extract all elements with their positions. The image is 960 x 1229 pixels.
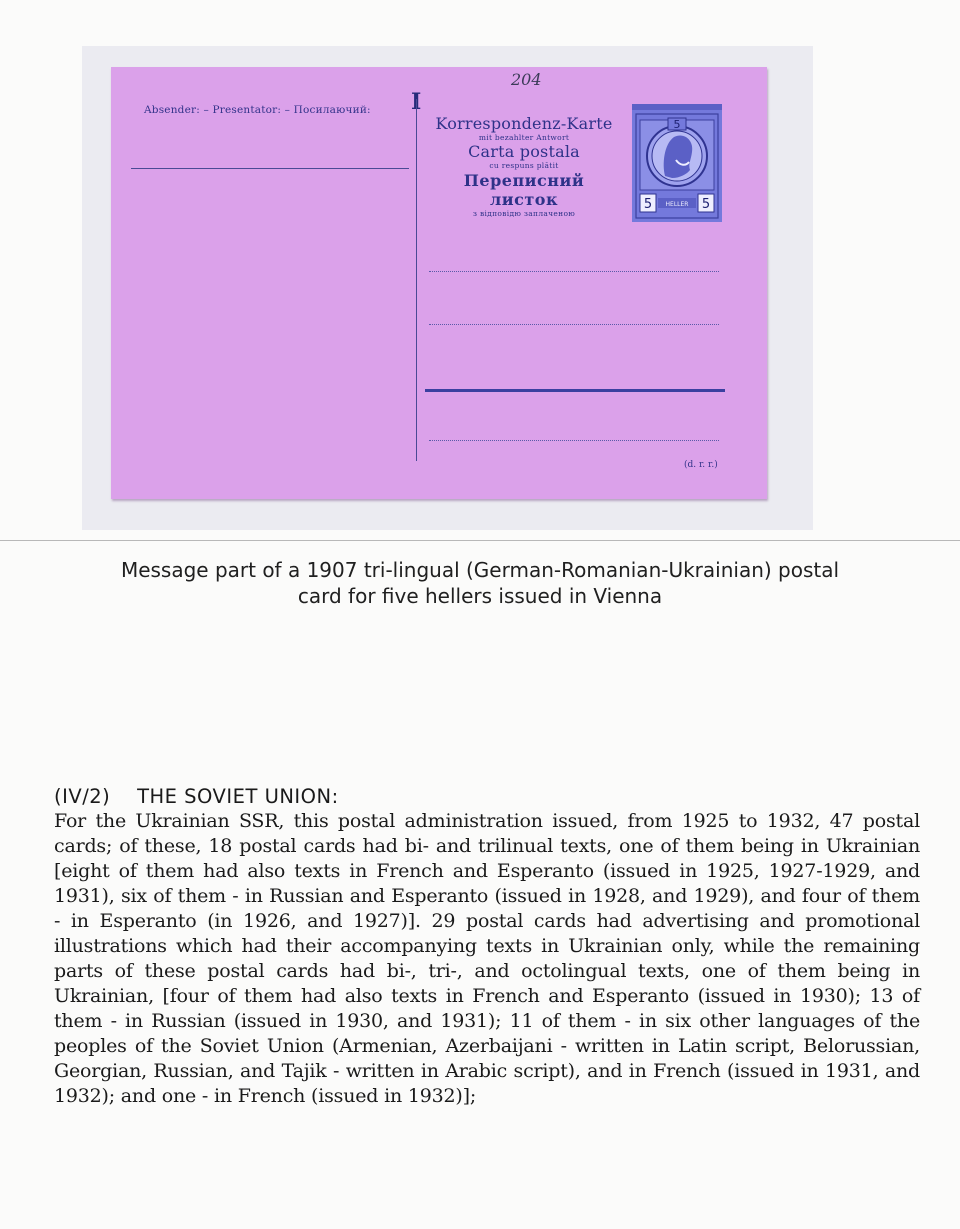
stamp-value-right: 5 [701, 197, 711, 212]
subtitle-romanian: cu respuns plătit [489, 161, 559, 170]
subtitle-german: mit bezahlter Antwort [478, 133, 570, 142]
stamp-emperor-icon [632, 104, 722, 222]
article-body [54, 784, 920, 1109]
caption-line-1: Message part of a 1907 tri-lingual (German-Romanian-Ukrainian) postal [120, 558, 840, 582]
stamp-currency: HELLER [665, 201, 689, 208]
caption-line-2: card for five hellers issued in Vienna [297, 584, 663, 608]
stamp-value-left: 5 [643, 197, 653, 212]
address-line-1 [429, 271, 719, 272]
address-line-3 [429, 440, 719, 441]
section-divider [0, 540, 960, 541]
address-line-main [425, 389, 725, 392]
subtitle-ukrainian: з відповідю заплаченою [472, 209, 576, 218]
image-caption [40, 557, 920, 609]
printer-mark: (d. r. r.) [684, 460, 718, 470]
roman-numeral-mark: I [411, 89, 422, 115]
address-line-2 [429, 324, 719, 325]
card-divider [416, 99, 417, 461]
section-heading: (IV/2) THE SOVIET UNION: [54, 785, 339, 808]
stamp-value-top: 5 [673, 118, 681, 131]
sender-line [131, 168, 409, 169]
sender-label: Absender: – Presentator: – Посилаючий: [144, 104, 371, 116]
article-paragraph: For the Ukrainian SSR, this postal administration issued, from 1925 to 1932, 47 postal cards; of these, 18 postal cards had bi- and trilinual texts, one of them being in Ukrainian [eight of them had also texts in French and Esperanto (issued in 1925, 1927-1929, and 1931), six of them - in Russian and Esperanto (issued in 1928, and 1929), and four of them - in Esperanto (in 1926, and 1927)]. 29 postal cards had advertising and promotional illustrations which had their accompanying texts in Ukrainian only, while the remaining parts of these postal cards had bi-, tri-, and octolingual texts, one of them being in Ukrainian, [four of them had also texts in French and Esperanto (issued in 1930); 13 of them - in Russian (issued in 1930, and 1931); 11 of them - in six other languages of the peoples of the Soviet Union (Armenian, Azerbaijani - written in Latin script, Belorussian, Georgian, Russian, and Tajik - written in Arabic script), and in French (issued in 1931, and 1932); and one - in French (issued in 1932)]; [54, 810, 920, 1107]
title-ukrainian: Переписний листок [463, 171, 585, 209]
postcard-image [111, 67, 767, 499]
title-romanian: Carta postala [468, 142, 580, 161]
card-titles [429, 115, 619, 219]
pencil-note: 204 [511, 70, 542, 89]
title-german: Korrespondenz-Karte [435, 114, 613, 133]
